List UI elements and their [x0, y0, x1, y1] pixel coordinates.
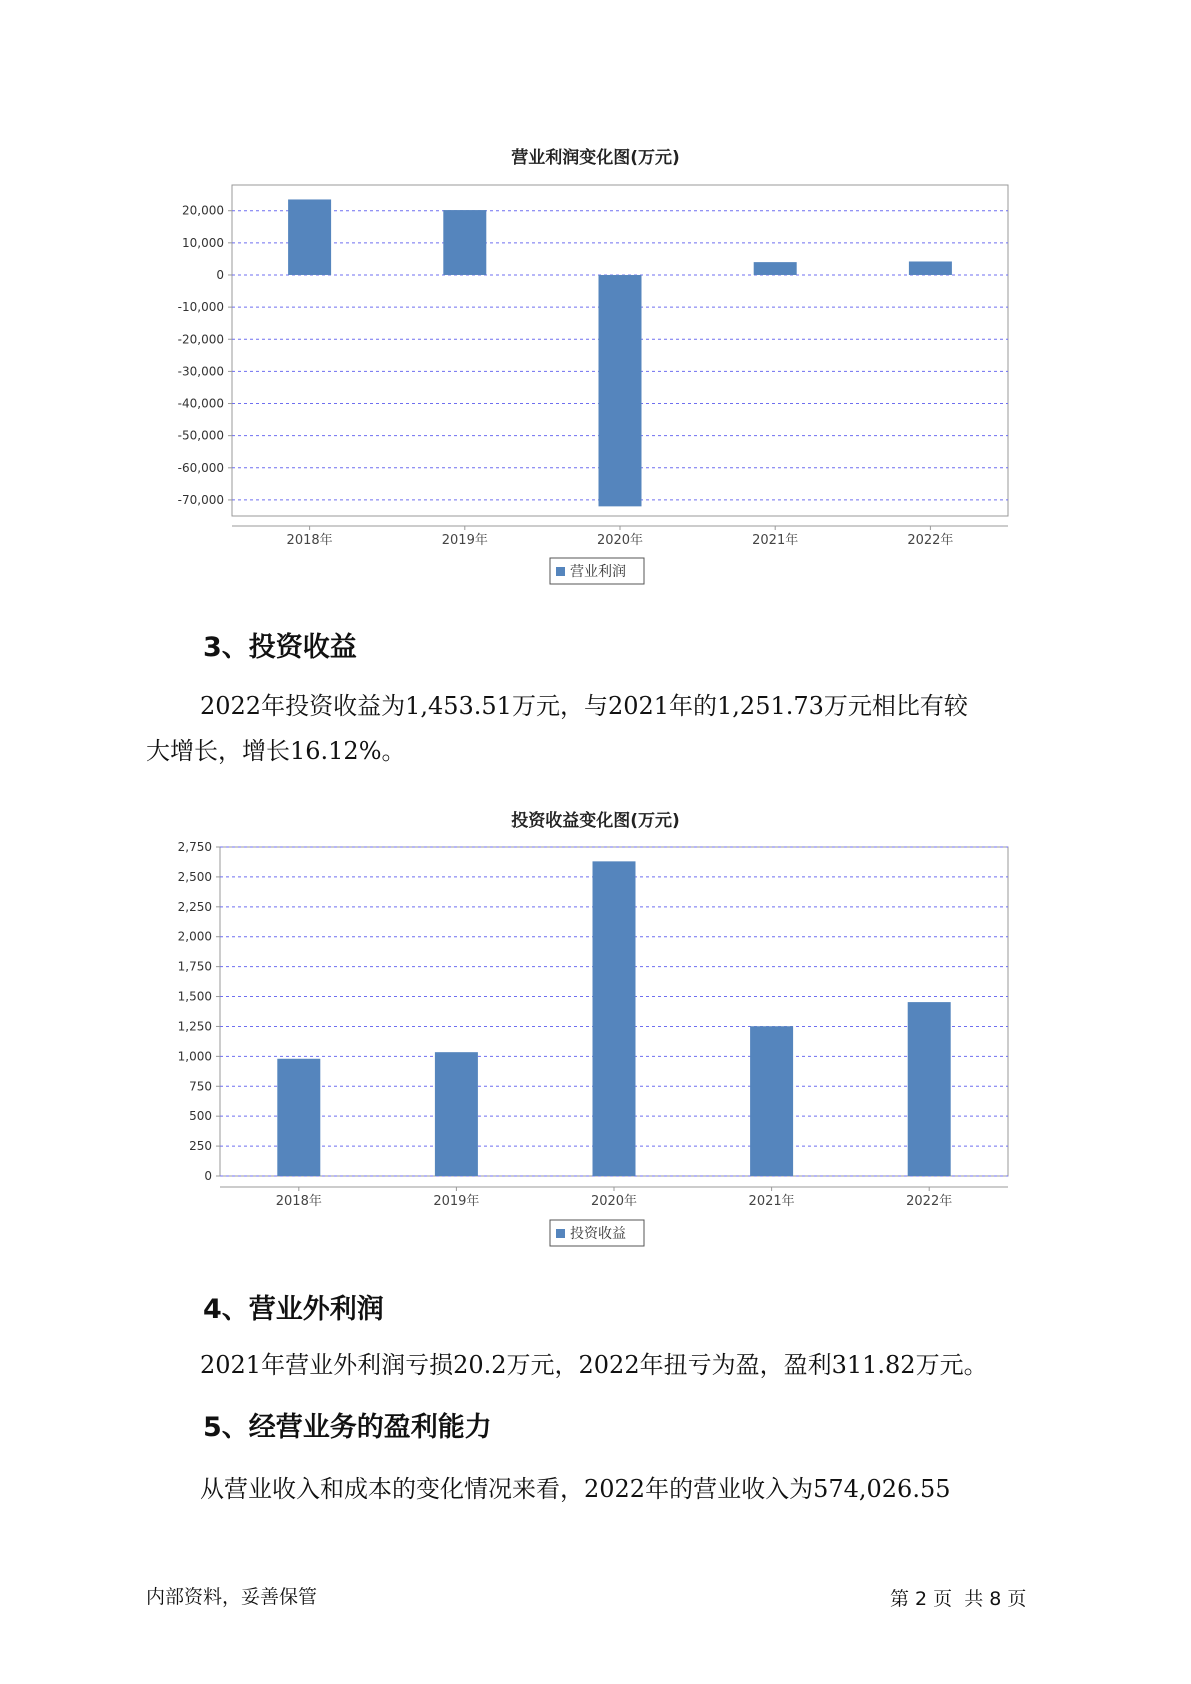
x-tick-label: 2022年 — [907, 533, 954, 548]
chart-legend — [550, 1220, 644, 1246]
y-tick-label: 1,000 — [177, 1049, 212, 1064]
y-tick-label: 750 — [189, 1079, 212, 1094]
chart2-title: 投资收益变化图(万元) — [511, 811, 680, 831]
y-tick-label: 0 — [204, 1169, 212, 1183]
y-tick-label: 2,000 — [177, 929, 212, 944]
section-5-paragraph — [146, 1467, 1046, 1512]
x-tick-label: 2019年 — [441, 533, 488, 548]
x-tick-label: 2020年 — [596, 533, 644, 548]
y-tick-label: -30,000 — [177, 364, 224, 379]
chart1-title: 营业利润变化图(万元) — [511, 148, 680, 168]
x-tick-label: 2018年 — [286, 533, 333, 548]
y-tick-label: -70,000 — [177, 492, 224, 507]
y-tick-label: 1,750 — [177, 959, 212, 974]
x-tick-label: 2021年 — [748, 1194, 795, 1209]
bar-2021年 — [750, 1026, 793, 1176]
section-4-heading: 4、营业外利润 — [203, 1294, 384, 1325]
x-tick-label: 2022年 — [906, 1194, 953, 1209]
y-tick-label: 2,500 — [177, 869, 212, 884]
y-tick-label: -10,000 — [177, 300, 224, 315]
section-5-heading: 5、经营业务的盈利能力 — [203, 1412, 492, 1443]
section-3-heading: 3、投资收益 — [203, 632, 357, 663]
y-tick-label: 250 — [189, 1139, 212, 1154]
bar-2019年 — [435, 1052, 478, 1176]
y-tick-label: 500 — [189, 1109, 212, 1124]
bar-2022年 — [908, 1002, 951, 1176]
y-tick-label: -20,000 — [177, 332, 224, 347]
y-tick-label: 2,750 — [177, 840, 212, 854]
legend-swatch — [556, 1229, 565, 1238]
footer-page-number: 第 2 页 共 8 页 — [890, 1588, 1027, 1610]
footer-confidential-note: 内部资料，妥善保管 — [146, 1586, 318, 1608]
y-tick-label: 1,500 — [177, 989, 212, 1004]
section-5-text: 从营业收入和成本的变化情况来看，2022年的营业收入为574,026.55 — [200, 1475, 951, 1503]
bar-2018年 — [277, 1059, 320, 1176]
y-tick-label: -60,000 — [177, 460, 224, 475]
bar-2020年 — [593, 861, 636, 1176]
y-tick-label: 10,000 — [182, 235, 224, 250]
y-tick-label: 1,250 — [177, 1019, 212, 1034]
legend-label: 投资收益 — [570, 1226, 626, 1242]
x-tick-label: 2020年 — [590, 1194, 638, 1209]
section-4-text: 2021年营业外利润亏损20.2万元，2022年扭亏为盈，盈利311.82万元。 — [200, 1351, 988, 1379]
section-4-paragraph — [146, 1343, 1046, 1388]
x-tick-label: 2021年 — [752, 533, 799, 548]
legend-label: 营业利润 — [570, 564, 626, 580]
y-tick-label: 0 — [216, 267, 224, 282]
section-3-line-1: 2022年投资收益为1,453.51万元，与2021年的1,251.73万元相比有较 — [200, 692, 968, 720]
y-tick-label: -50,000 — [177, 428, 224, 443]
y-tick-label: 20,000 — [182, 203, 224, 218]
y-tick-label: -40,000 — [177, 396, 224, 411]
x-tick-label: 2018年 — [275, 1194, 322, 1209]
section-3-line-2: 大增长，增长16.12%。 — [146, 737, 406, 765]
x-tick-label: 2019年 — [433, 1194, 480, 1209]
y-tick-label: 2,250 — [177, 899, 212, 914]
